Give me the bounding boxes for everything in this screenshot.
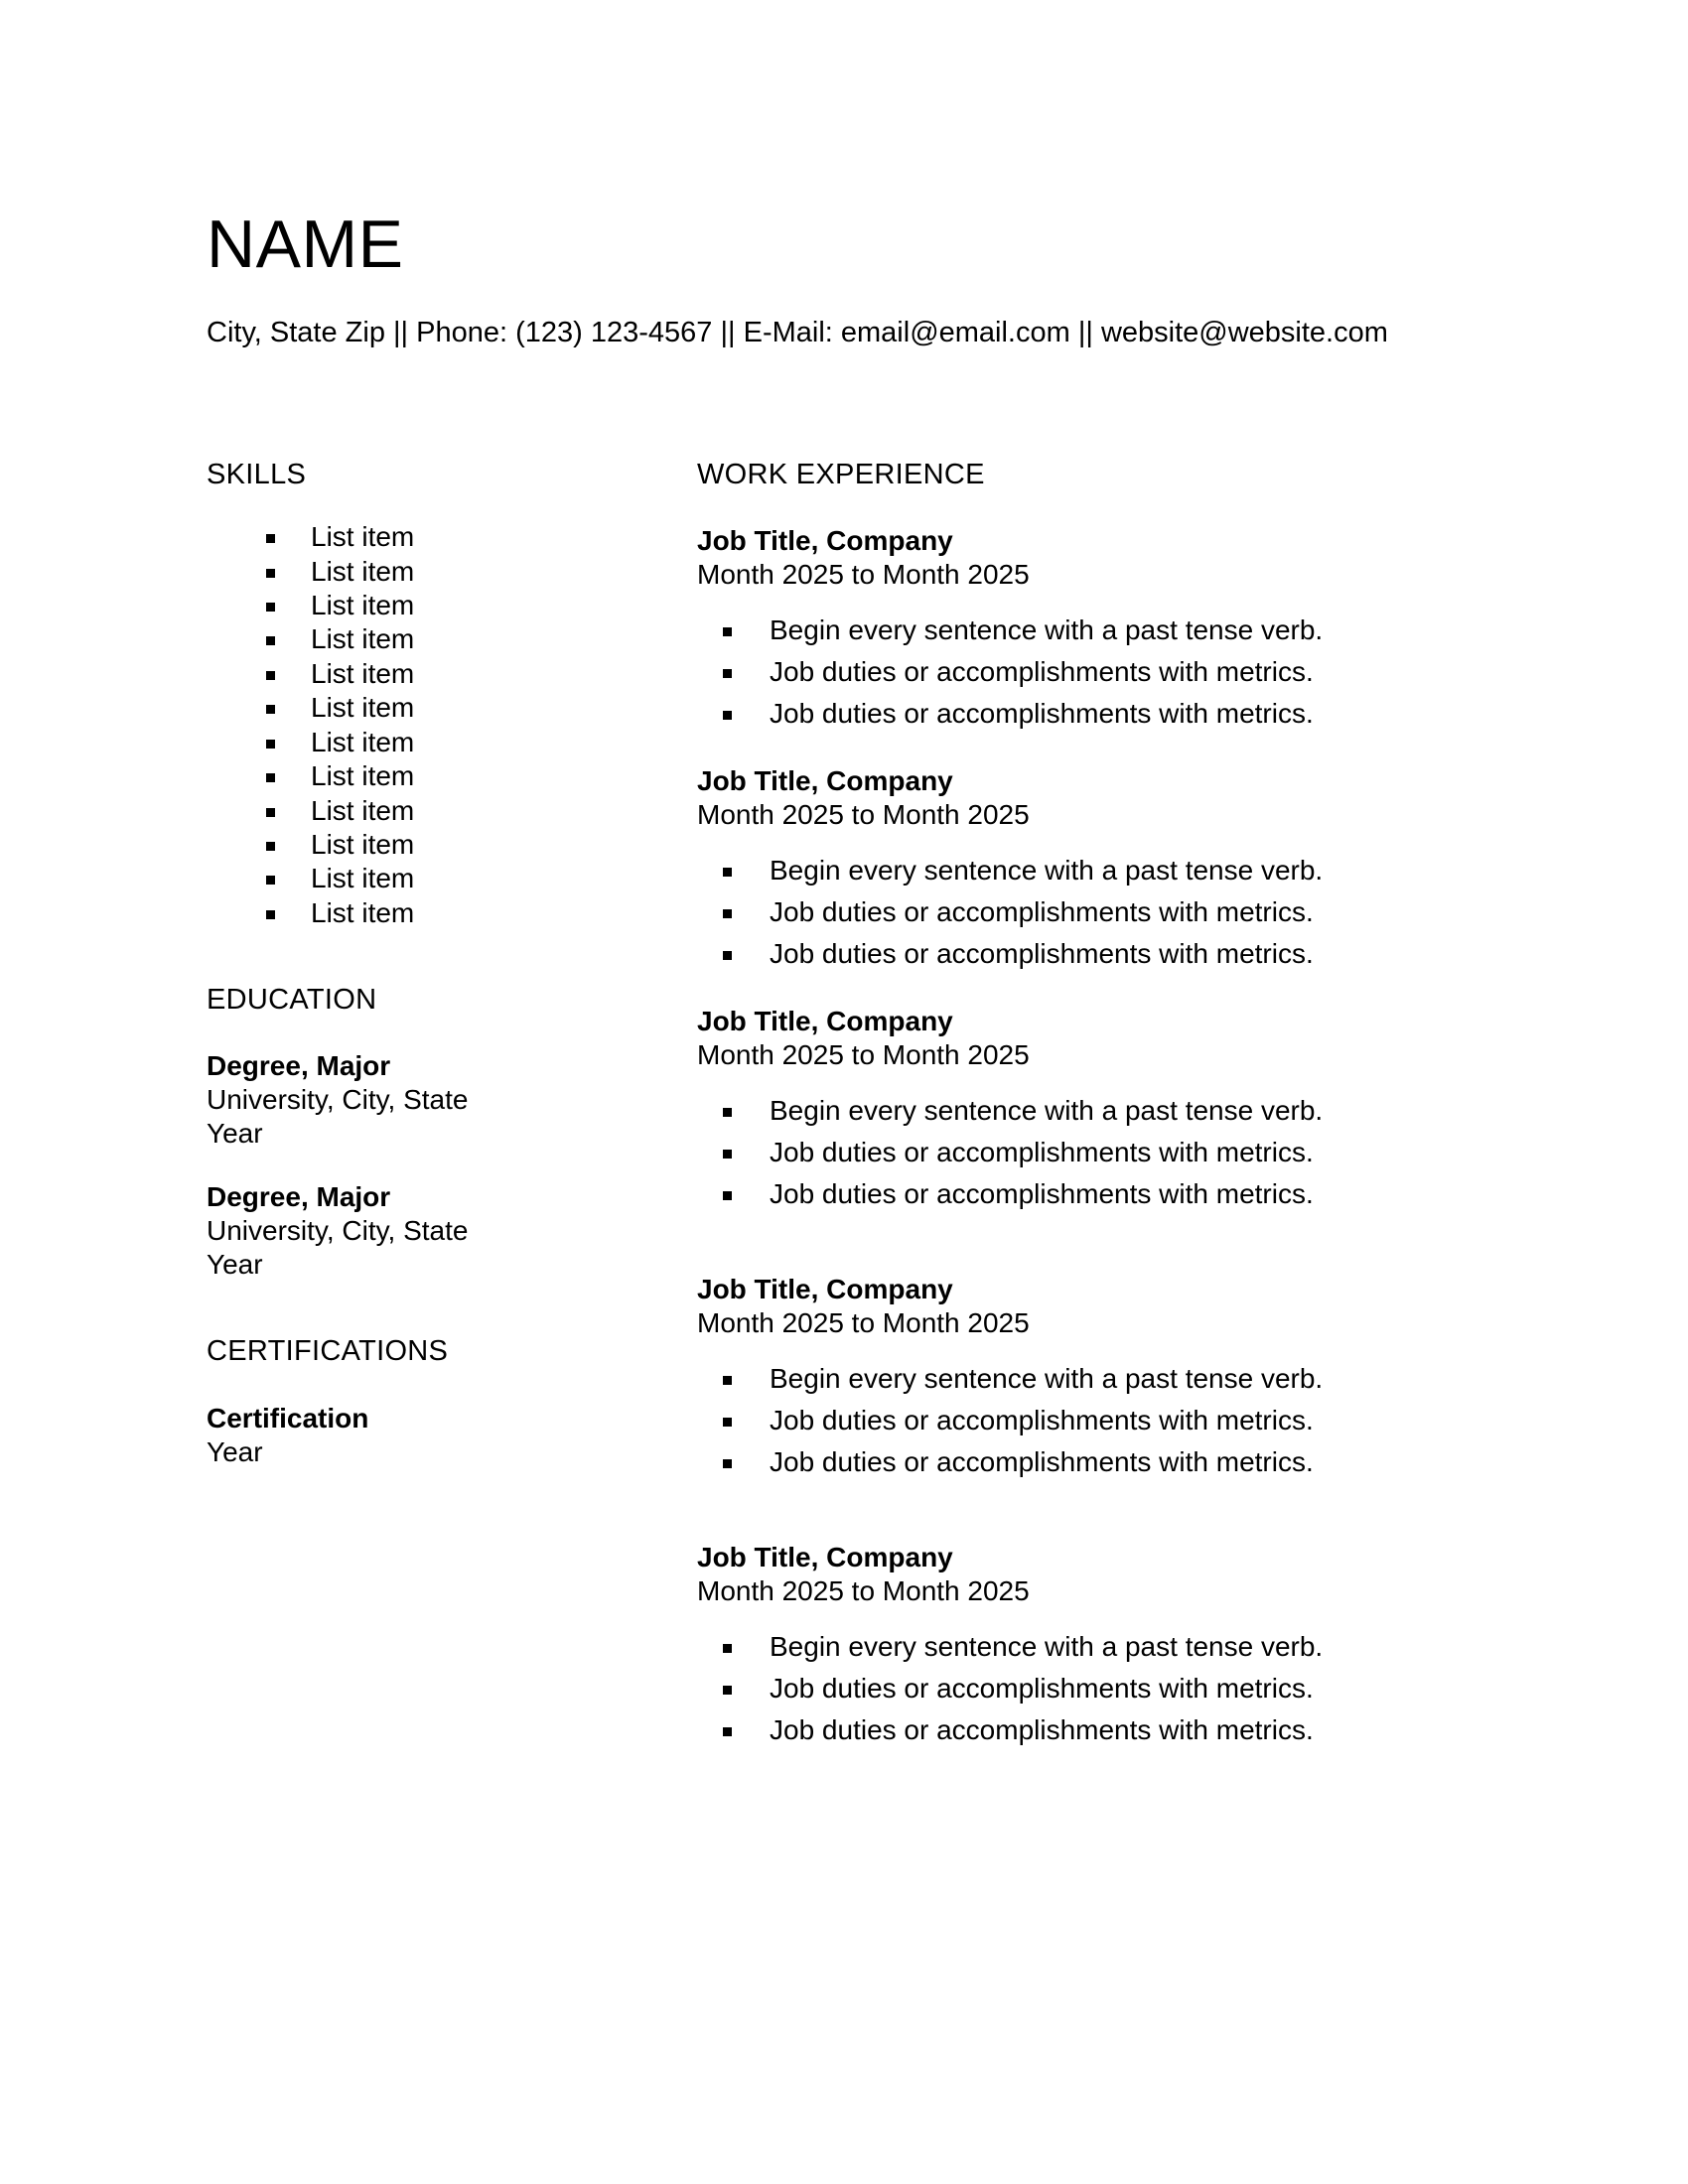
skill-label: List item [311, 726, 415, 757]
list-item [697, 891, 1491, 933]
job-dates: Month 2025 to Month 2025 [697, 799, 1030, 831]
list-item [207, 589, 633, 622]
list-item [697, 1709, 1491, 1751]
list-item [697, 1173, 1491, 1215]
square-bullet-icon [266, 636, 275, 645]
list-item [697, 610, 1491, 651]
job-bullet-text: Job duties or accomplishments with metrics. [770, 1178, 1314, 1210]
list-item [207, 896, 633, 930]
certifications-heading: CERTIFICATIONS [207, 1335, 449, 1368]
job-dates: Month 2025 to Month 2025 [697, 1575, 1030, 1607]
job-entry [697, 1541, 1491, 1751]
job-entry [697, 1005, 1491, 1215]
education-section [207, 982, 633, 1282]
job-title-company: Job Title, Company [697, 1006, 953, 1037]
square-bullet-icon [723, 1644, 732, 1653]
square-bullet-icon [723, 1686, 732, 1695]
resume-header [207, 206, 1497, 350]
square-bullet-icon [266, 773, 275, 782]
university-location: University, City, State [207, 1084, 469, 1116]
right-column [697, 457, 1491, 1751]
square-bullet-icon [723, 1108, 732, 1117]
skill-label: List item [311, 863, 415, 894]
list-item [207, 794, 633, 828]
education-year: Year [207, 1118, 263, 1150]
square-bullet-icon [266, 808, 275, 817]
education-entry [207, 1049, 633, 1151]
square-bullet-icon [723, 1191, 732, 1200]
list-item [697, 850, 1491, 891]
education-entry [207, 1180, 633, 1282]
job-entry [697, 764, 1491, 975]
list-item [207, 555, 633, 589]
list-item [697, 1441, 1491, 1483]
job-bullet-list [697, 610, 1491, 735]
job-bullet-text: Job duties or accomplishments with metrics. [770, 1405, 1314, 1436]
square-bullet-icon [723, 1459, 732, 1468]
job-entry [697, 1273, 1491, 1483]
job-bullet-text: Job duties or accomplishments with metrics. [770, 896, 1314, 928]
list-item [207, 691, 633, 725]
square-bullet-icon [723, 1727, 732, 1736]
list-item [207, 828, 633, 862]
square-bullet-icon [723, 951, 732, 960]
job-dates: Month 2025 to Month 2025 [697, 559, 1030, 591]
list-item [697, 1400, 1491, 1441]
square-bullet-icon [266, 603, 275, 612]
list-item [207, 862, 633, 895]
job-bullet-text: Begin every sentence with a past tense verb. [770, 1631, 1324, 1663]
square-bullet-icon [266, 876, 275, 885]
skills-section [207, 457, 633, 930]
square-bullet-icon [723, 909, 732, 918]
skill-label: List item [311, 828, 415, 860]
job-bullet-text: Job duties or accomplishments with metrics. [770, 938, 1314, 970]
education-year: Year [207, 1249, 263, 1281]
education-heading: EDUCATION [207, 984, 377, 1017]
list-item [207, 726, 633, 759]
square-bullet-icon [723, 1418, 732, 1427]
skill-label: List item [311, 555, 415, 587]
list-item [207, 622, 633, 656]
job-title-company: Job Title, Company [697, 765, 953, 797]
job-bullet-list [697, 1626, 1491, 1751]
spacer [207, 1370, 633, 1402]
skills-list [207, 520, 633, 930]
job-bullet-text: Job duties or accomplishments with metrics. [770, 1446, 1314, 1478]
contact-line: City, State Zip || Phone: (123) 123-4567 || E-Mail: email@email.com || website@website.com [207, 317, 1388, 348]
job-bullet-text: Job duties or accomplishments with metrics. [770, 656, 1314, 688]
job-bullet-text: Begin every sentence with a past tense verb. [770, 1095, 1324, 1127]
list-item [697, 651, 1491, 693]
skill-label: List item [311, 896, 415, 928]
job-title-company: Job Title, Company [697, 1274, 953, 1305]
spacer [207, 930, 633, 982]
square-bullet-icon [266, 910, 275, 919]
certification-year: Year [207, 1435, 263, 1467]
skill-label: List item [311, 623, 415, 655]
job-bullet-text: Job duties or accomplishments with metrics. [770, 1714, 1314, 1746]
skill-label: List item [311, 590, 415, 621]
job-bullet-text: Begin every sentence with a past tense verb. [770, 1363, 1324, 1395]
job-title-company: Job Title, Company [697, 525, 953, 557]
list-item [697, 1090, 1491, 1132]
job-bullet-text: Begin every sentence with a past tense verb. [770, 614, 1324, 646]
list-item [207, 520, 633, 554]
university-location: University, City, State [207, 1215, 469, 1247]
square-bullet-icon [723, 627, 732, 636]
square-bullet-icon [723, 868, 732, 877]
candidate-name: NAME [207, 206, 404, 282]
skill-label: List item [311, 692, 415, 724]
square-bullet-icon [266, 705, 275, 714]
job-title-company: Job Title, Company [697, 1542, 953, 1573]
list-item [697, 1132, 1491, 1173]
job-dates: Month 2025 to Month 2025 [697, 1039, 1030, 1071]
list-item [207, 759, 633, 793]
square-bullet-icon [266, 569, 275, 578]
job-bullet-list [697, 1358, 1491, 1483]
list-item [697, 1626, 1491, 1668]
degree-major: Degree, Major [207, 1181, 391, 1213]
left-column [207, 457, 633, 1469]
list-item [697, 1358, 1491, 1400]
list-item [207, 657, 633, 691]
spacer [207, 1151, 633, 1180]
list-item [697, 693, 1491, 735]
skill-label: List item [311, 657, 415, 689]
square-bullet-icon [723, 711, 732, 720]
square-bullet-icon [266, 534, 275, 543]
certifications-section [207, 1333, 633, 1468]
degree-major: Degree, Major [207, 1050, 391, 1082]
skill-label: List item [311, 794, 415, 826]
job-dates: Month 2025 to Month 2025 [697, 1307, 1030, 1339]
square-bullet-icon [266, 842, 275, 851]
skill-label: List item [311, 521, 415, 553]
job-bullet-list [697, 850, 1491, 975]
job-bullet-list [697, 1090, 1491, 1215]
square-bullet-icon [266, 740, 275, 749]
job-entry [697, 524, 1491, 735]
job-bullet-text: Job duties or accomplishments with metrics. [770, 1137, 1314, 1168]
square-bullet-icon [723, 669, 732, 678]
square-bullet-icon [723, 1376, 732, 1385]
work-experience-heading: WORK EXPERIENCE [697, 459, 985, 490]
certification-entry [207, 1402, 633, 1469]
job-bullet-text: Begin every sentence with a past tense verb. [770, 855, 1324, 887]
square-bullet-icon [266, 671, 275, 680]
square-bullet-icon [723, 1150, 732, 1159]
list-item [697, 1668, 1491, 1709]
spacer [207, 1282, 633, 1333]
list-item [697, 933, 1491, 975]
job-bullet-text: Job duties or accomplishments with metrics. [770, 1673, 1314, 1705]
job-bullet-text: Job duties or accomplishments with metrics. [770, 698, 1314, 730]
certification-name: Certification [207, 1402, 369, 1433]
skill-label: List item [311, 760, 415, 792]
skills-heading: SKILLS [207, 459, 307, 490]
spacer [207, 1018, 633, 1049]
